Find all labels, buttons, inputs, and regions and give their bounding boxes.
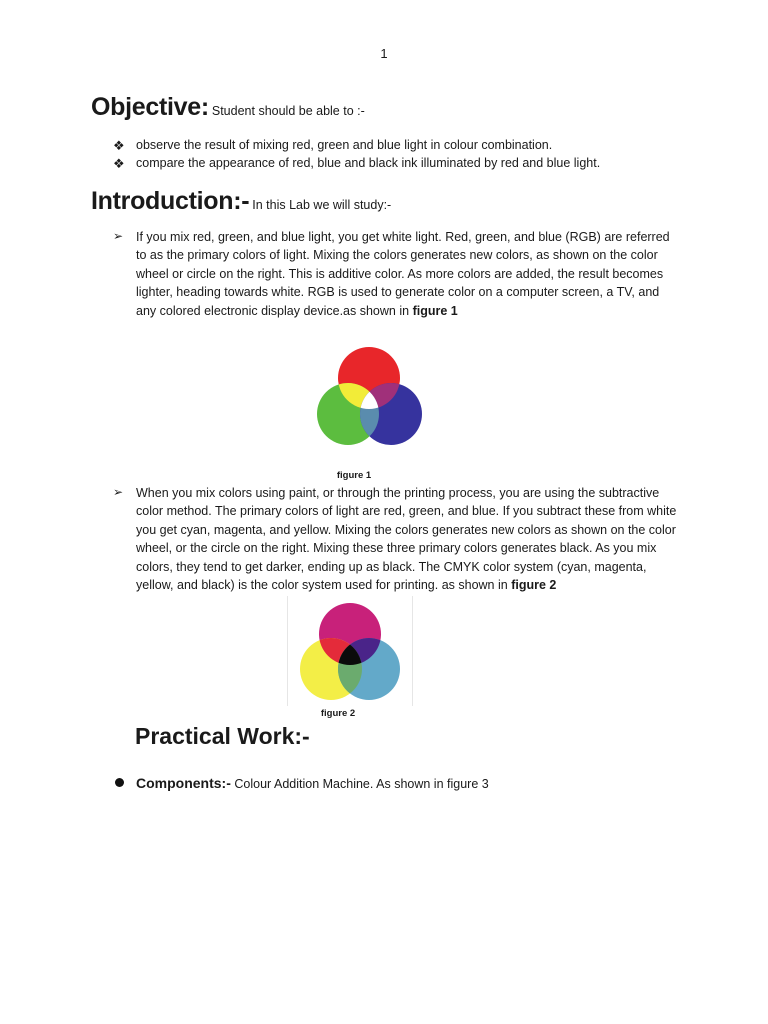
- objective-subtitle: Student should be able to :-: [211, 104, 365, 118]
- cmy-circles: [288, 596, 412, 706]
- introduction-title: Introduction:-: [91, 187, 250, 215]
- rgb-circles: [306, 336, 432, 456]
- figure-1-rgb-diagram: [306, 336, 432, 456]
- arrow-bullet-icon: ➢: [113, 485, 124, 499]
- diamond-bullet-icon: ❖: [113, 156, 125, 171]
- objective-bullet-1: [113, 136, 736, 155]
- components-line: [136, 775, 489, 791]
- introduction-subtitle: In this Lab we will study:-: [252, 198, 392, 212]
- paragraph-text: If you mix red, green, and blue light, you get white light. Red, green, and blue (RGB) are referred to as the primary colors of light. Mixing the colors generates new colors, as shown on the color wheel or circle on the right. This is additive color. As more colors are added, the result becomes lighter, heading towards white. RGB is used to generate color on a computer screen, a TV, and any colored electronic display device.as shown in: [136, 230, 670, 318]
- figure-1-reference: figure 1: [412, 303, 458, 318]
- components-label: Components:-: [136, 775, 231, 791]
- diamond-bullet-icon: ❖: [113, 138, 125, 153]
- figure-2-reference: figure 2: [511, 578, 557, 593]
- objective-heading: [91, 93, 365, 122]
- practical-work-heading: Practical Work:-: [135, 723, 310, 749]
- bullet-dot-icon: [115, 778, 124, 787]
- page-number: 1: [380, 46, 388, 61]
- figure-2-cmy-diagram: [287, 596, 413, 706]
- introduction-heading: [91, 187, 391, 216]
- figure-2-caption: figure 2: [320, 708, 356, 719]
- objective-bullet-text: compare the appearance of red, blue and black ink illuminated by red and blue light.: [136, 156, 601, 170]
- objective-title: Objective:: [91, 93, 209, 121]
- components-text: Colour Addition Machine. As shown in figure 3: [234, 777, 489, 791]
- figure-1-caption: figure 1: [336, 470, 372, 481]
- objective-bullet-text: observe the result of mixing red, green and blue light in colour combination.: [136, 138, 553, 152]
- intro-paragraph-1: [136, 228, 678, 320]
- intro-paragraph-2: [136, 484, 678, 594]
- paragraph-text: When you mix colors using paint, or through the printing process, you are using the subtractive color method. The primary colors of light are red, green, and blue. If you subtract these from white you get cyan, magenta, and yellow. Mixing the colors generates new colors as shown on the color wheel, or the circle on the right. Mixing these three primary colors generates black. As you mix colors, they tend to get darker, ending up as black. The CMYK color system (cyan, magenta, yellow, and black) is the color system used for printing. as shown in: [136, 486, 677, 593]
- arrow-bullet-icon: ➢: [113, 229, 124, 243]
- objective-bullet-2: [113, 154, 736, 173]
